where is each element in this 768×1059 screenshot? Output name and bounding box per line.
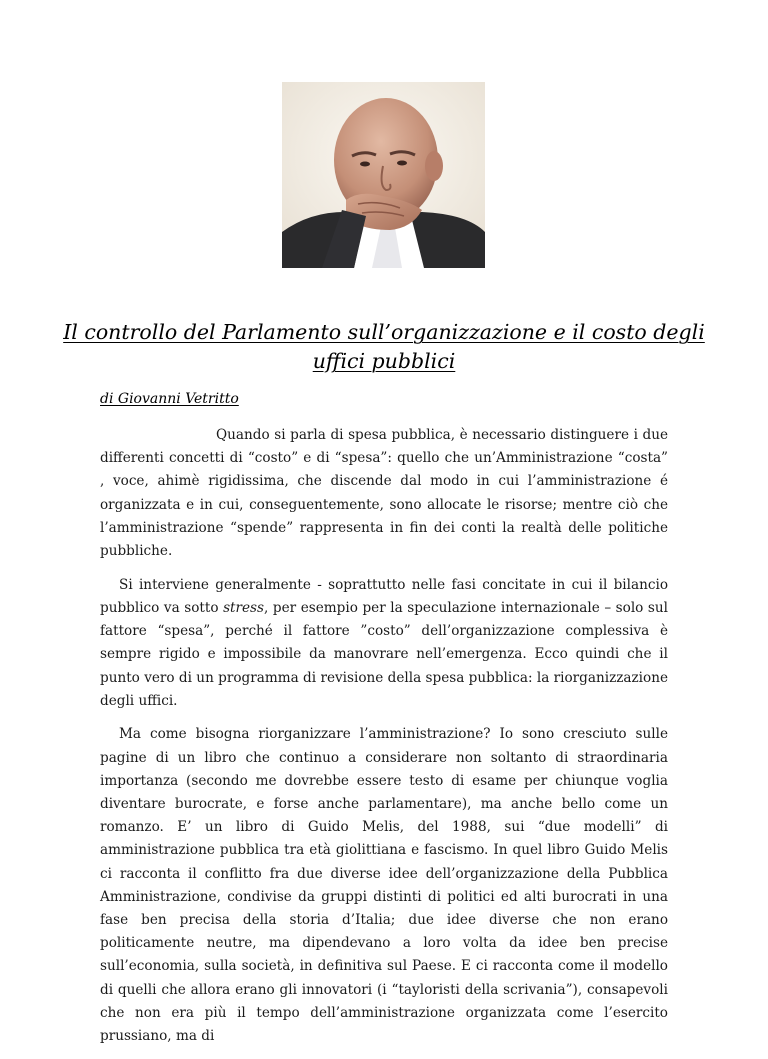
- article-body: [100, 424, 668, 1059]
- portrait-photo-icon: [282, 82, 485, 268]
- paragraph-2-italic-word: stress: [223, 599, 265, 616]
- document-title: Il controllo del Parlamento sull’organizzazione e il costo degli uffici pubblici: [63, 320, 705, 373]
- paragraph-1: Quando si parla di spesa pubblica, è necessario distinguere i due differenti concetti di “costo” e di “spesa”: quello che un’Amministrazione “costa” , voce, ahimè rigidissima, che discende dal modo in cui l’amministrazione é organizzata e in cui, conseguentemente, sono allocate le risorse; mentre ciò che l’amministrazione “spende” rappresenta in fin dei conti la realtà delle politiche pubbliche.: [100, 427, 668, 560]
- paragraph-2-end: , per esempio per la speculazione internazionale – solo sul fattore “spesa”, perché il fattore ”costo” dell’organizzazione complessiva è sempre rigido e impossibile da manovrare nell’emergenza. Ecco quindi che il punto vero di un programma di revisione della spesa pubblica: la riorganizzazione degli uffici.: [100, 599, 668, 709]
- author-photo: [282, 82, 485, 268]
- paragraph-3: Ma come bisogna riorganizzare l’amministrazione? Io sono cresciuto sulle pagine di un libro che continuo a considerare non soltanto di straordinaria importanza (secondo me dovrebbe essere testo di esame per chiunque voglia diventare burocrate, e forse anche parlamentare), ma anche bello come un romanzo. E’ un libro di Guido Melis, del 1988, sui “due modelli” di amministrazione pubblica tra età giolittiana e fascismo. In quel libro Guido Melis ci racconta il conflitto fra due diverse idee dell’organizzazione della Pubblica Amministrazione, condivise da gruppi distinti di politici ed alti burocrati in una fase ben precisa della storia d’Italia; due idee diverse che non erano politicamente neutre, ma dipendevano a loro volta da idee ben precise sull’economia, sulla società, in definitiva sul Paese. E ci racconta come il modello di quelli che allora erano gli innovatori (i “tayloristi della scrivania”), consapevoli che non era più il tempo dell’amministrazione organizzata come l’esercito prussiano, ma di: [100, 726, 668, 1045]
- author-byline: di Giovanni Vetritto: [100, 391, 239, 407]
- paragraph-2-start: Si interviene generalmente - soprattutto nelle fasi concitate in cui il bilancio pubblico va sotto: [100, 576, 668, 616]
- paragraph-2: [100, 574, 668, 713]
